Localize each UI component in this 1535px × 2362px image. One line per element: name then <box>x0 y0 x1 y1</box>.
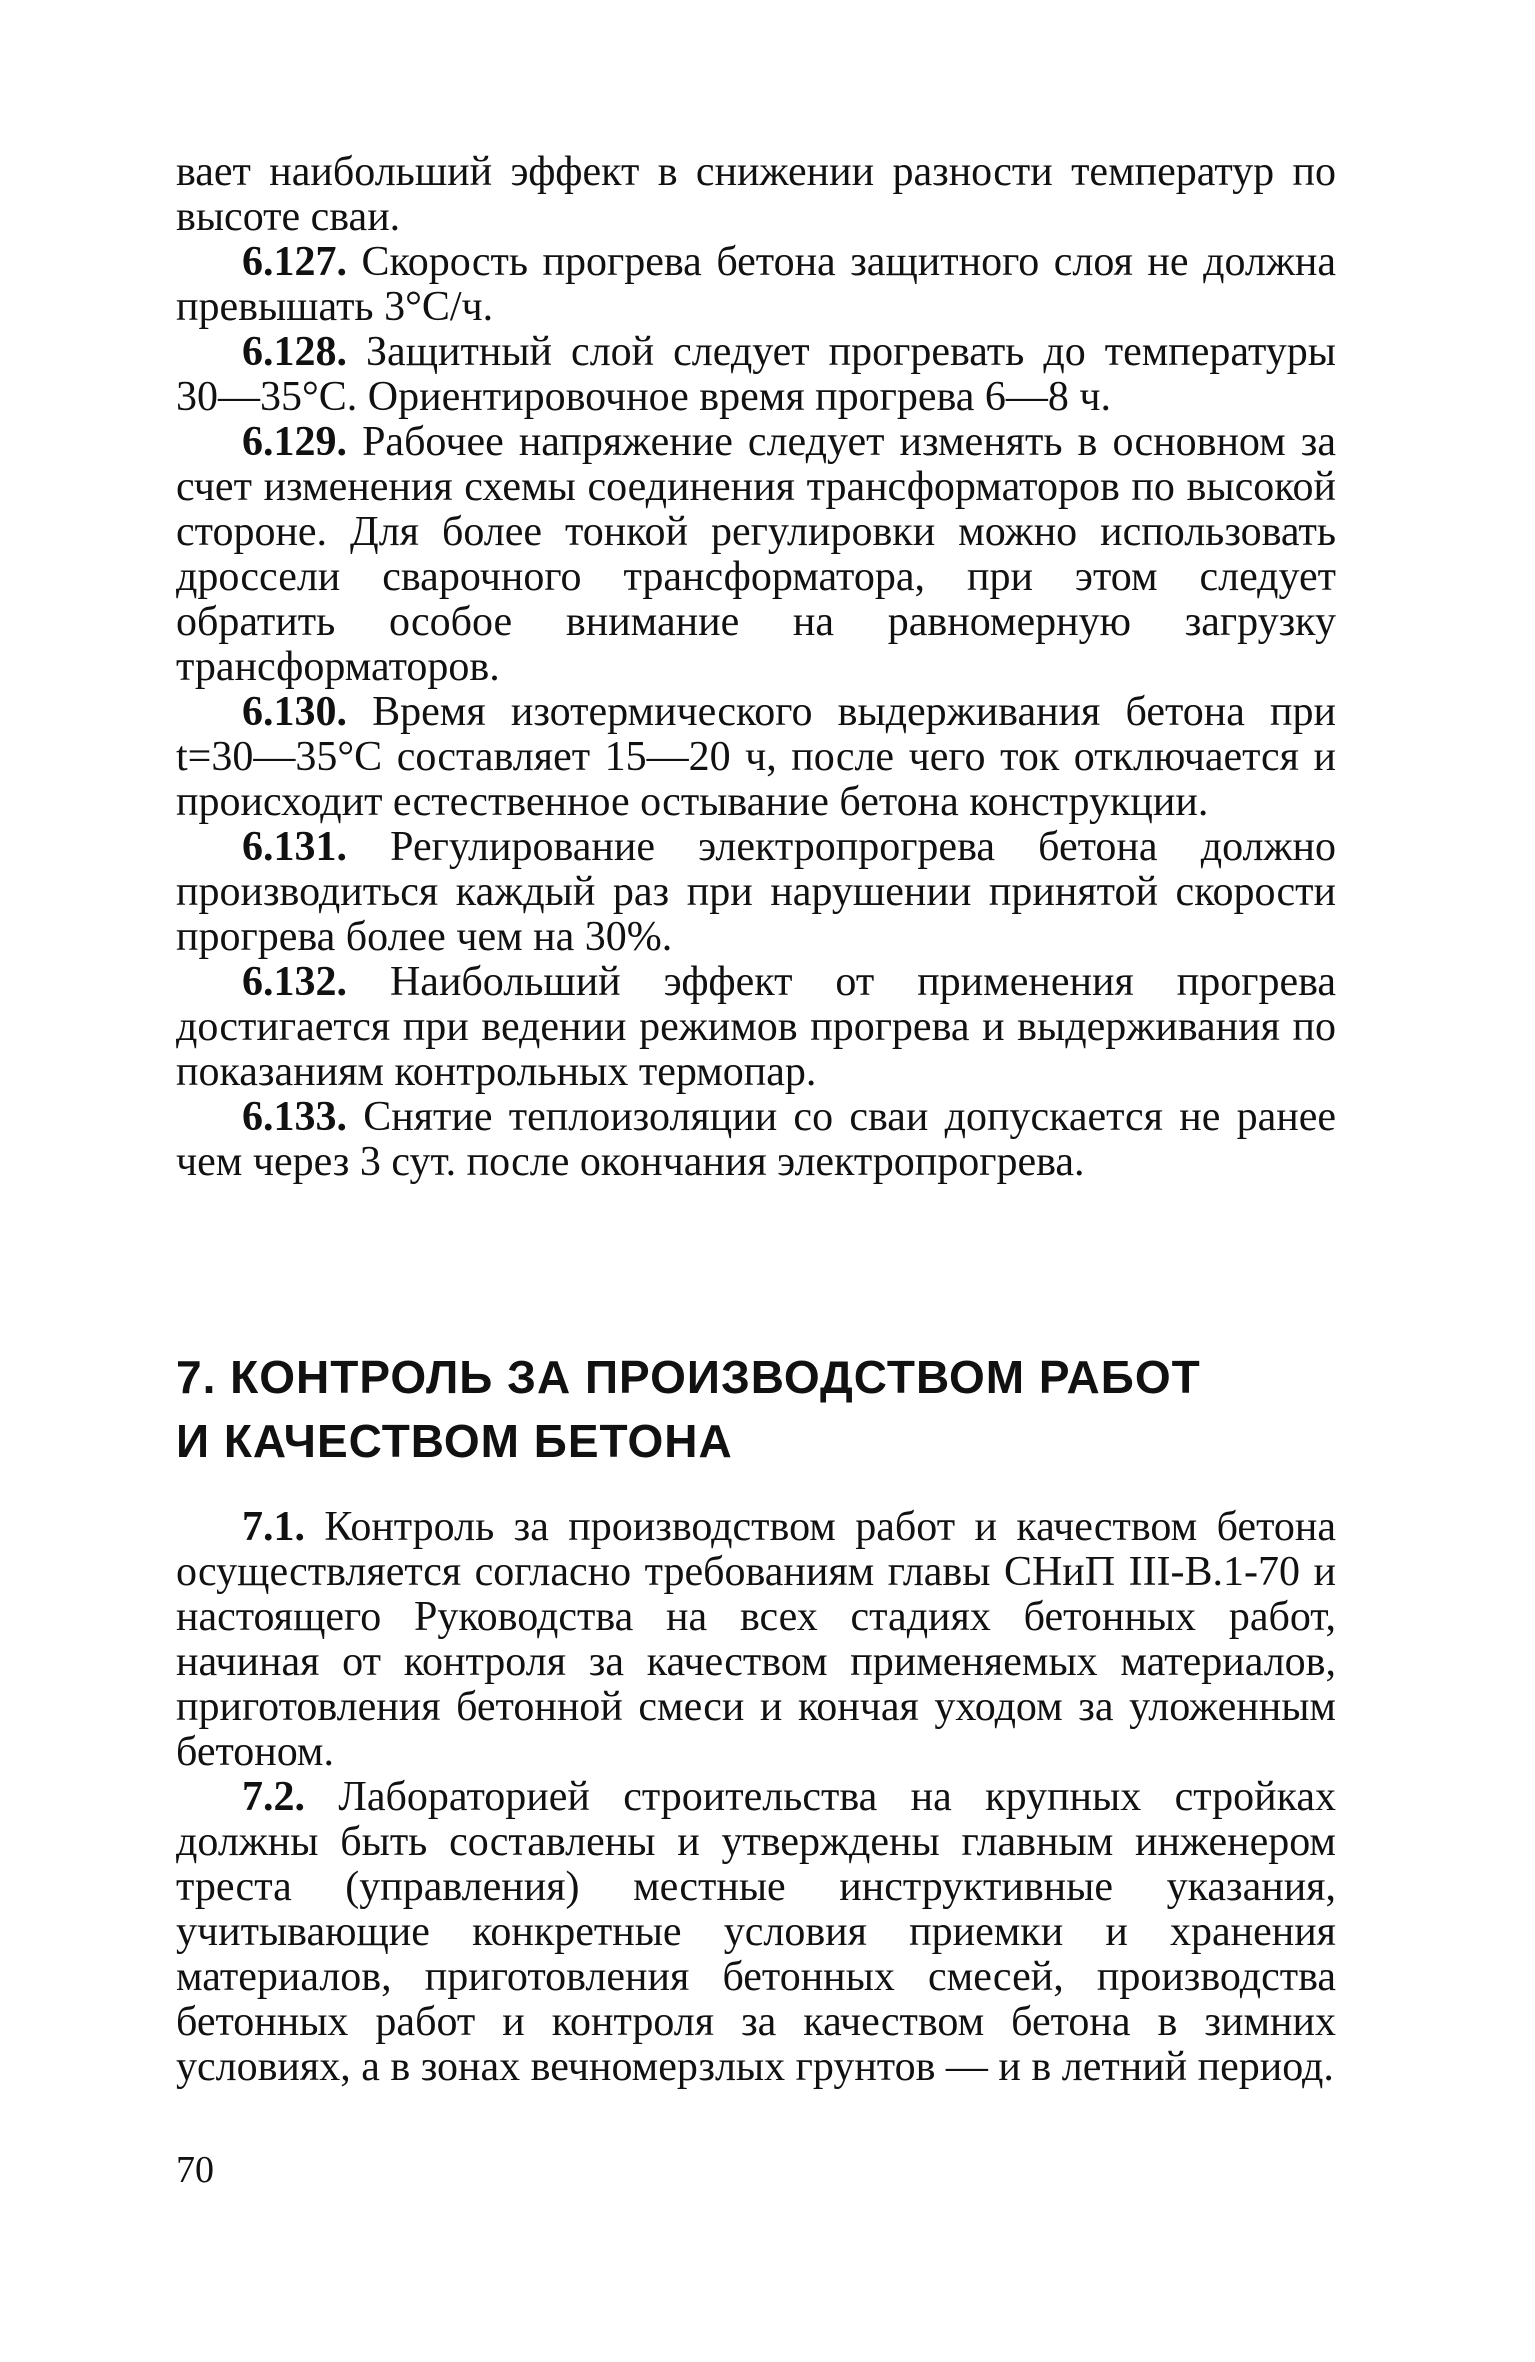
section-heading <box>176 1345 1336 1473</box>
paragraph-number: 6.131. <box>242 824 347 870</box>
paragraph-text: Наибольший эффект от применения прогрева достигается при ведении режимов прогрева и выдерживания по показаниям контрольных термопар. <box>176 959 1336 1095</box>
paragraph-6-133 <box>176 1095 1336 1185</box>
paragraph-text: Снятие теплоизоляции со сваи допускается не ранее чем через 3 сут. после окончания электропрогрева. <box>176 1094 1336 1185</box>
paragraph-number: 6.128. <box>242 329 347 375</box>
paragraph-6-128 <box>176 330 1336 420</box>
paragraph-6-127 <box>176 240 1336 330</box>
paragraph-7-1 <box>176 1505 1336 1775</box>
paragraph-6-131 <box>176 825 1336 960</box>
paragraph-text: Защитный слой следует прогревать до температуры 30—35°С. Ориентировочное время прогрева 6—8 ч. <box>176 329 1336 420</box>
paragraph-text: Регулирование электропрогрева бетона должно производиться каждый раз при нарушении принятой скорости прогрева более чем на 30%. <box>176 824 1336 960</box>
paragraph-number: 6.133. <box>242 1094 347 1140</box>
paragraph-text: Рабочее напряжение следует изменять в основном за счет изменения схемы соединения трансформаторов по высокой стороне. Для более тонкой регулировки можно использовать дроссели сварочного трансформатора, при этом следует обратить особое внимание на равномерную загрузку трансформаторов. <box>176 419 1336 690</box>
paragraph-number: 7.2. <box>242 1774 305 1820</box>
paragraph-text: Лабораторией строительства на крупных стройках должны быть составлены и утверждены главным инженером треста (управления) местные инструктивные указания, учитывающие конкретные условия приемки и хранения материалов, приготовления бетонных смесей, производства бетонных работ и контроля за качеством бетона в зимних условиях, а в зонах вечномерзлых грунтов — и в летний период. <box>176 1774 1336 2090</box>
paragraph-6-130 <box>176 690 1336 825</box>
paragraph-number: 6.129. <box>242 419 347 465</box>
bottom-text-block <box>176 1505 1336 2090</box>
paragraph-number: 6.130. <box>242 689 347 735</box>
paragraph-6-129 <box>176 420 1336 690</box>
top-text-block <box>176 150 1336 1185</box>
paragraph-text: Контроль за производством работ и качеством бетона осуществляется согласно требованиям главы СНиП III-В.1-70 и настоящего Руководства на всех стадиях бетонных работ, начиная от контроля за качеством применяемых материалов, приготовления бетонной смеси и кончая уходом за уложенным бетоном. <box>176 1504 1336 1775</box>
intro-paragraph: вает наибольший эффект в снижении разности температур по высоте сваи. <box>176 149 1336 240</box>
page-number: 70 <box>176 2149 214 2191</box>
paragraph-6-132 <box>176 960 1336 1095</box>
paragraph-text: Время изотермического выдерживания бетона при t=30—35°С составляет 15—20 ч, после чего ток отключается и происходит естественное остывание бетона конструкции. <box>176 689 1336 825</box>
paragraph-text: Скорость прогрева бетона защитного слоя не должна превышать 3°С/ч. <box>176 239 1336 330</box>
paragraph-number: 6.127. <box>242 239 347 285</box>
paragraph-7-2 <box>176 1775 1336 2090</box>
section-heading-line-2: И КАЧЕСТВОМ БЕТОНА <box>176 1415 733 1467</box>
paragraph-number: 6.132. <box>242 959 347 1005</box>
section-heading-line-1: 7. КОНТРОЛЬ ЗА ПРОИЗВОДСТВОМ РАБОТ <box>176 1351 1201 1403</box>
paragraph-number: 7.1. <box>242 1504 305 1550</box>
